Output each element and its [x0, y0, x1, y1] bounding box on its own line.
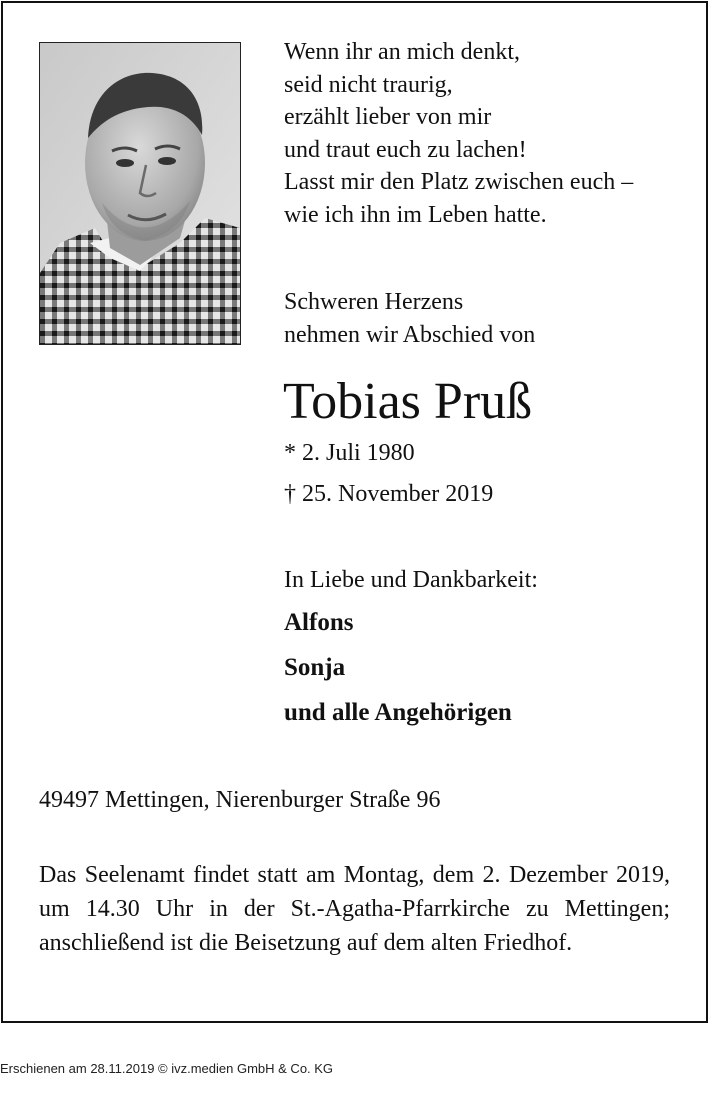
mourner-name: Alfons	[284, 609, 354, 636]
portrait-photo	[39, 42, 241, 345]
poem-line: wie ich ihn im Leben hatte.	[284, 201, 547, 228]
funeral-service-text: Das Seelenamt findet statt am Montag, dem 2. Dezember 2019, um 14.30 Uhr in der St.-Agatha-Pfarrkirche zu Mettingen; anschließend ist die Beisetzung auf dem alten Friedhof.	[39, 862, 670, 956]
poem	[284, 36, 633, 231]
death-date: † 25. November 2019	[284, 481, 494, 507]
mourners-heading: In Liebe und Dankbarkeit:	[284, 567, 538, 593]
publication-footer: Erschienen am 28.11.2019 © ivz.medien GmbH & Co. KG	[0, 1061, 334, 1076]
poem-line: und traut euch zu lachen!	[284, 136, 527, 163]
poem-line: seid nicht traurig,	[284, 71, 453, 98]
intro-line: Schweren Herzens	[284, 289, 464, 315]
birth-date: * 2. Juli 1980	[284, 440, 415, 466]
family-address: 49497 Mettingen, Nierenburger Straße 96	[39, 787, 441, 813]
intro-line: nehmen wir Abschied von	[284, 321, 536, 348]
mourner-name: und alle Angehörigen	[284, 699, 512, 726]
poem-line: erzählt lieber von mir	[284, 104, 492, 130]
deceased-name: Tobias Pruß	[283, 373, 533, 430]
poem-line: Lasst mir den Platz zwischen euch –	[284, 169, 634, 195]
mourner-name: Sonja	[284, 654, 346, 681]
poem-line: Wenn ihr an mich denkt,	[284, 39, 521, 65]
farewell-intro	[284, 286, 535, 351]
